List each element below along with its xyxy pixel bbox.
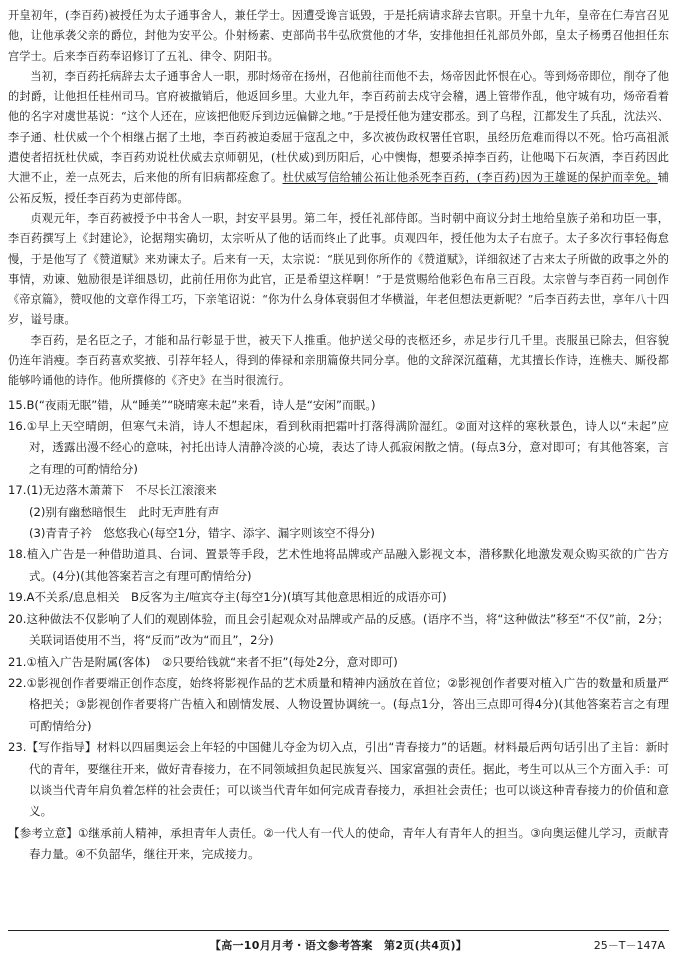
answer-21: 21.①植入广告是附属(客体) ②只要给钱就“来者不拒”(每处2分，意对即可) [8, 654, 398, 669]
translation-underlined-sentence: 杜伏威写信给辅公祏让他杀死李百药，(李百药)因为王雄诞的保护而幸免。 [282, 171, 658, 185]
answer-16: 16.①早上天空晴朗，但寒气未消，诗人不想起床，看到秋雨把霜叶打落得满阶湿红。②面对这样的寒秋景色，诗人以“未起”应对，透露出漫不经心的意味，衬托出诗人清静冷淡的心境，表达了诗人孤寂闲散之情。(每点3分，意对即可；有其他答案，言之有理的可酌情给分) [8, 419, 669, 476]
translation-section [8, 6, 669, 392]
answer-23-reference-ideas: 【参考立意】①继承前人精神，承担青年人责任。②一代人有一代人的使命，青年人有青年人的担当。③向奥运健儿学习，贡献青春力量。④不负韶华，继往开来，完成接力。 [8, 825, 669, 862]
answer-17-2: (2)别有幽愁暗恨生 此时无声胜有声 [29, 504, 220, 519]
answer-20: 20.这种做法不仅影响了人们的观剧体验，而且会引起观众对品牌或产品的反感。(语序不当，将“这种做法”移至“不仅”前，2分；关联词语使用不当，将“反而”改为“而且”，2分) [8, 611, 669, 648]
answer-17-1: 17.(1)无边落木萧萧下 不尽长江滚滚来 [8, 483, 217, 498]
translation-paragraph-2-main: 当初，李百药托病辞去太子通事舍人一职，那时炀帝在扬州，召他前往而他不去，炀帝因此怀恨在心。等到炀帝即位，削夺了他的封爵，让他担任桂州司马。官府被撤销后，他返回乡里。大业九年，李百药前去戍守会稽，遇上管带作乱，他守城有功，炀帝看着他的名字对虞世基说：“这个人还在，应该把他贬斥到边远偏僻之地。”于是授任他为建安郡丞。到了乌程，江都发生了兵乱，沈法兴、李子通、杜伏威一个个相继占据了土地，李百药被迫委屈于寇乱之中，多次被伪政权署任官职，虽经历危难而得以不死。恰巧高祖派遣使者招抚杜伏威，李百药劝说杜伏威去京师朝见，(杜伏威)到历阳后，心中懊悔，想要杀掉李百药，让他喝下石灰酒，李百药因此大泄不止，差一点死去，后来他的所有旧病都痊愈了。 [8, 69, 669, 185]
answer-23-writing-guide: 23.【写作指导】材料以四届奥运会上年轻的中国健儿夺金为切入点，引出“青春接力”的话题。材料最后两句话引出了主旨：新时代的青年，要继往开来，做好青春接力，在不同领域担负起民族复兴、国家富强的责任。据此，考生可以从三个方面入手：可以谈当代青年肩负着怎样的社会责任；可以谈当代青年如何完成青春接力，承担社会责任；也可以谈这种青春接力的价值和意义。 [8, 740, 669, 819]
answer-18: 18.植入广告是一种借助道具、台词、置景等手段，艺术性地将品牌或产品融入影视文本，潜移默化地激发观众购买欲的广告方式。(4分)(其他答案若言之有理可酌情给分) [8, 547, 669, 583]
answers-section [8, 395, 669, 866]
answer-17-3: (3)青青子衿 悠悠我心(每空1分，错字、添字、漏字则该空不得分) [29, 526, 375, 541]
answer-22: 22.①影视创作者要端正创作态度，始终将影视作品的艺术质量和精神内涵放在首位；②影视创作者要对植入广告的数量和质量严格把关；③影视创作者要将广告植入和剧情发展、人物设置协调统一。(每点1分，答出三点即可得4分)(其他答案若言之有理可酌情给分) [8, 675, 669, 733]
translation-paragraph-2-tail: 辅公祏反叛，授任李百药为吏部侍郎。 [8, 171, 669, 205]
answer-19: 19.A不关系/息息相关 B反客为主/喧宾夺主(每空1分)(填写其他意思相近的成语亦可) [8, 590, 447, 605]
translation-paragraph-4: 李百药，是名臣之子，才能和品行彰显于世，被天下人推重。他护送父母的丧柩还乡，赤足步行几千里。丧服虽已除去，但容貌仍连年消瘦。李百药喜欢奖掖、引荐年轻人，得到的俸禄和亲朋篇僚共同分享。他的文辞深沉蕴藉，尤其擅长作诗，连樵夫、厮役都能够吟诵他的诗作。他所撰修的《齐史》在当时很流行。 [8, 333, 669, 388]
footer-exam-title: 【高一10月月考・语文参考答案 第2页(共4页)】 [209, 939, 468, 952]
answer-15: 15.B(“夜雨无眠”错，从“睡美”“晓晴寒未起”来看，诗人是“安闲”而眠。) [8, 397, 376, 412]
page-footer [8, 930, 669, 959]
footer-doc-code: 25－T－147A [593, 939, 665, 952]
translation-paragraph-2 [8, 67, 669, 209]
translation-paragraph-1: 开皇初年，(李百药)被授任为太子通事舍人，兼任学士。因遭受谗言诋毁，于是托病请求辞去官职。开皇十九年，皇帝在仁寿宫召见他，让他承袭父亲的爵位，封他为安平公。仆射杨素、吏部尚书牛弘欣赏他的才华，安排他担任礼部员外郎，皇太子杨勇召他担任东宫学士。后来李百药奉诏修订了五礼、律令、阴阳书。 [8, 9, 669, 63]
translation-paragraph-3: 贞观元年，李百药被授予中书舍人一职，封安平县男。第二年，授任礼部侍郎。当时朝中商议分封土地给皇族子弟和功臣一事，李百药撰写上《封建论》，论据翔实确切，太宗听从了他的话而终止了此事。贞观四年，授任他为太子右庶子。太子多次行事轻侮怠慢，于是他写了《赞道赋》来劝谏太子。后来有一天，太宗说：“朕见到你所作的《赞道赋》，详细叙述了古来太子所做的政事之外的事情，劝谏、勉励很是详细恳切，此前任用你为此官，正是希望这样啊！”于是赏赐给他彩色布帛三百段。太宗曾与李百药一同创作《帝京篇》，赞叹他的文章作得工巧，下亲笔诏说：“你为什么身体衰弱但才华横溢，年老但想法更新呢？”后李百药去世，享年八十四岁，谥号康。 [8, 211, 669, 327]
